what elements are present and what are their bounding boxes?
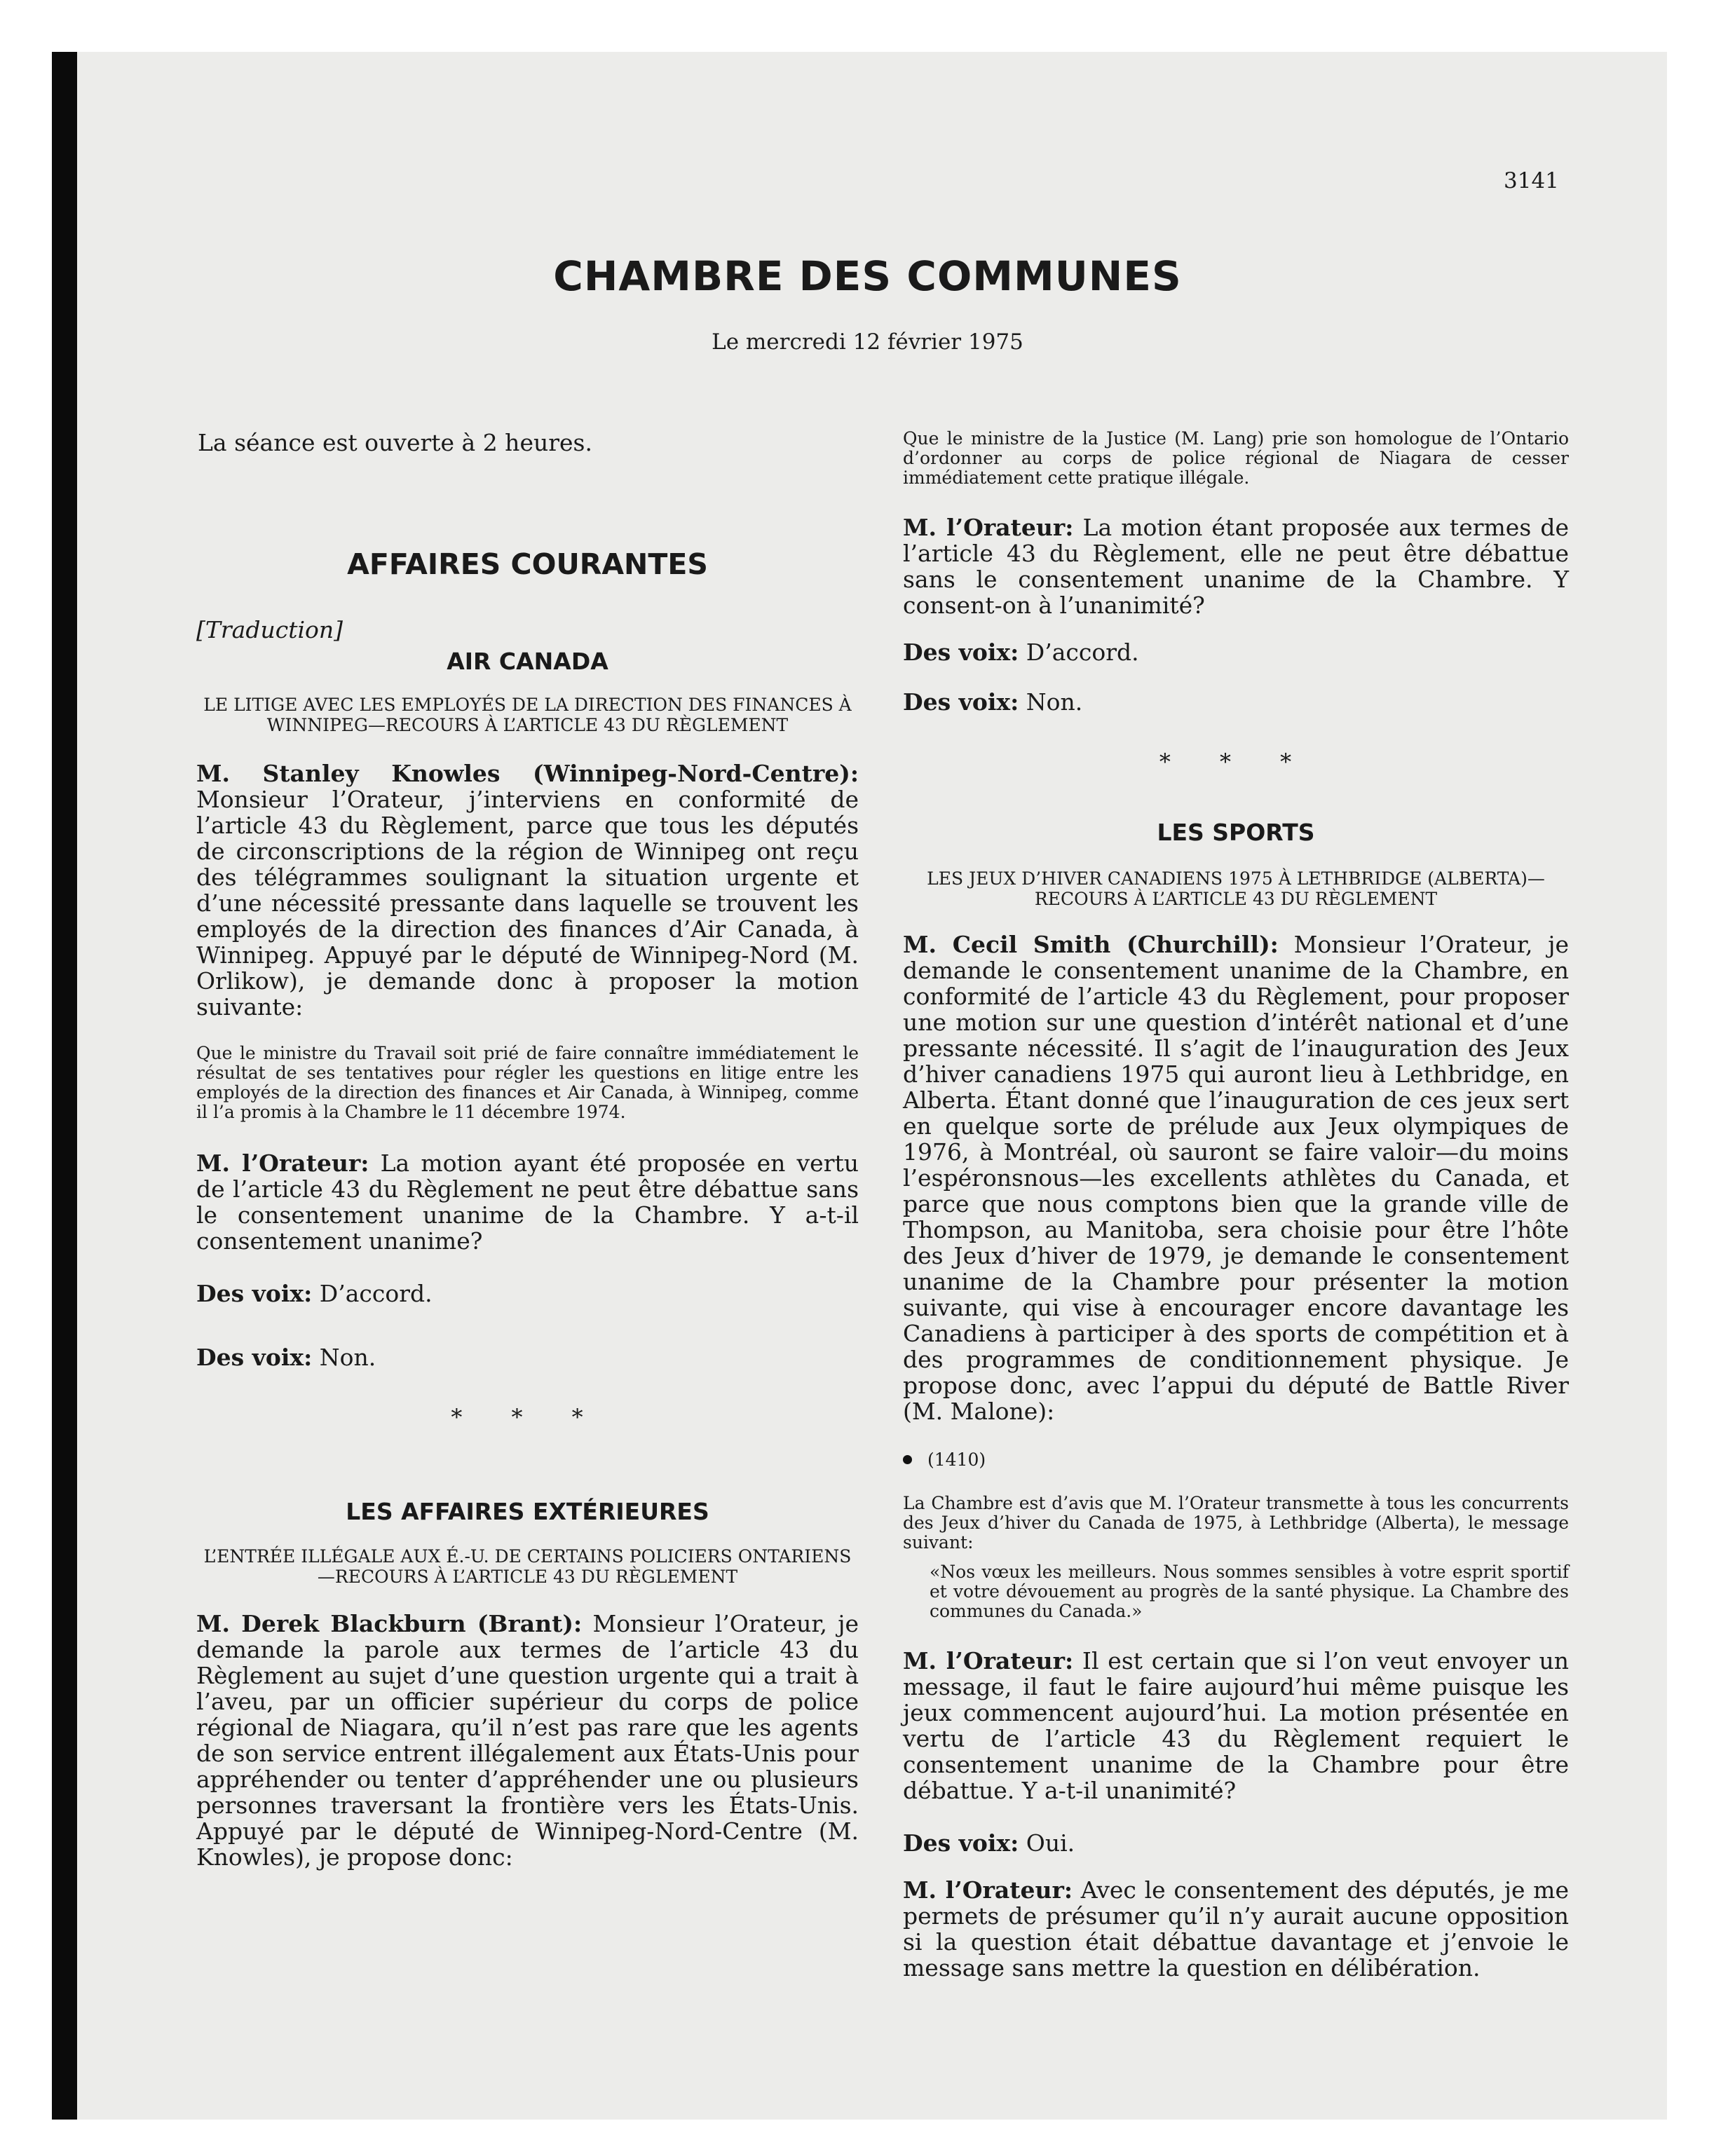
speech-orateur-3 [903, 1648, 1569, 1803]
sitting-date: Le mercredi 12 février 1975 [712, 329, 1023, 355]
right-column [903, 429, 1569, 1981]
speaker-name: M. l’Orateur: [903, 1647, 1074, 1674]
speaker-name: Des voix: [196, 1344, 313, 1371]
section-separator: * * * [1159, 749, 1313, 775]
topic-subheading-sports: LES JEUX D’HIVER CANADIENS 1975 À LETHBRIDGE (ALBERTA)—RECOURS À L’ARTICLE 43 DU RÈGLEMENT [927, 868, 1545, 909]
voices-reply-1 [196, 1281, 859, 1306]
speaker-name: M. Stanley Knowles (Winnipeg-Nord-Centre): [196, 760, 859, 787]
speaker-name: Des voix: [196, 1280, 313, 1307]
speaker-name: M. l’Orateur: [196, 1149, 369, 1177]
speaker-name: M. l’Orateur: [903, 514, 1074, 541]
page-title: CHAMBRE DES COMMUNES [553, 252, 1182, 300]
speech-smith [903, 932, 1569, 1424]
speech-blackburn [196, 1611, 859, 1870]
topic-subheading-air-canada: LE LITIGE AVEC LES EMPLOYÉS DE LA DIRECTION DES FINANCES À WINNIPEG—RECOURS À L’ARTICLE 43 DU RÈGLEMENT [203, 695, 852, 735]
motion-text-sports: La Chambre est d’avis que M. l’Orateur transmette à tous les concurrents des Jeux d’hiver du Canada de 1975, à Lethbridge (Alberta), le message suivant: [903, 1493, 1569, 1553]
speech-text: Monsieur l’Orateur, j’interviens en conformité de l’article 43 du Règlement, parce que tous les députés de circonscriptions de la région de Winnipeg ont reçu des télégrammes soulignant la situation urgente et d’une nécessité pressante dans laquelle se trouvent les employés de la direction des finances d’Air Canada, à Winnipeg. Appuyé par le député de Winnipeg-Nord (M. Orlikow), je demande donc à proposer la motion suivante: [196, 786, 859, 1021]
voices-reply-4 [903, 689, 1569, 715]
speaker-name: Des voix: [903, 639, 1019, 666]
speech-orateur-2 [903, 514, 1569, 618]
reply-text: Non. [1026, 688, 1083, 716]
translation-note: [Traduction] [196, 616, 343, 643]
speech-text: Il est certain que si l’on veut envoyer un message, il faut le faire aujourd’hui même puisque les jeux commencent aujourd’hui. La motion présentée en vertu de l’article 43 du Règlement requiert le consentement unanime de la Chambre pour être débattue. Y a-t-il unanimité? [903, 1647, 1569, 1804]
voices-reply-3 [903, 639, 1569, 665]
sitting-opening: La séance est ouverte à 2 heures. [198, 429, 592, 456]
speaker-name: M. Cecil Smith (Churchill): [903, 931, 1279, 958]
speech-text: La motion étant proposée aux termes de l’article 43 du Règlement, elle ne peut être débattue sans le consentement unanime de la Chambre. Y consent-on à l’unanimité? [903, 514, 1569, 619]
speaker-name: M. Derek Blackburn (Brant): [196, 1610, 583, 1637]
speaker-name: Des voix: [903, 1829, 1019, 1857]
page-binding-edge [52, 52, 77, 2120]
topic-heading-air-canada: AIR CANADA [447, 648, 608, 675]
speaker-name: M. l’Orateur: [903, 1876, 1073, 1904]
motion-text-air-canada: Que le ministre du Travail soit prié de faire connaître immédiatement le résultat de ses tentatives pour régler les questions en litige entre les employés de la direction des finances et Air Canada, à Winnipeg, comme il l’a promis à la Chambre le 11 décembre 1974. [196, 1043, 859, 1122]
speaker-name: Des voix: [903, 688, 1019, 716]
message-quote: «Nos vœux les meilleurs. Nous sommes sensibles à votre esprit sportif et votre dévouement au progrès de la santé physique. La Chambre des communes du Canada.» [930, 1562, 1569, 1621]
reply-text: D’accord. [1026, 639, 1139, 666]
topic-subheading-affaires-exterieures: L’ENTRÉE ILLÉGALE AUX É.-U. DE CERTAINS POLICIERS ONTARIENS—RECOURS À L’ARTICLE 43 DU RÈGLEMENT [203, 1546, 852, 1587]
section-heading-affaires-courantes: AFFAIRES COURANTES [347, 547, 708, 581]
speech-orateur-1 [196, 1150, 859, 1254]
reply-text: Non. [319, 1344, 376, 1371]
reply-text: D’accord. [319, 1280, 433, 1307]
bullet-icon [903, 1455, 912, 1464]
speech-text: La motion ayant été proposée en vertu de l’article 43 du Règlement ne peut être débattue sans le consentement unanime de la Chambre. Y a-t-il consentement unanime? [196, 1149, 859, 1255]
time-marker-text: (1410) [927, 1449, 986, 1470]
section-separator: * * * [451, 1404, 604, 1431]
reply-text: Oui. [1026, 1829, 1075, 1857]
speech-knowles [196, 760, 859, 1020]
voices-reply-5 [903, 1830, 1569, 1856]
speech-text: Monsieur l’Orateur, je demande la parole aux termes de l’article 43 du Règlement au sujet d’une question urgente qui a trait à l’aveu, par un officier supérieur du corps de police régional de Niagara, qu’il n’est pas rare que les agents de son service entrent illégalement aux États-Unis pour appréhender ou tenter d’appréhender une ou plusieurs personnes traversant la frontière vers les États-Unis. Appuyé par le député de Winnipeg-Nord-Centre (M. Knowles), je propose donc: [196, 1610, 859, 1871]
time-marker [903, 1449, 1569, 1470]
voices-reply-2 [196, 1344, 859, 1370]
speech-orateur-4 [903, 1877, 1569, 1981]
speech-text: Monsieur l’Orateur, je demande le consentement unanime de la Chambre, en conformité de l’article 43 du Règlement, pour proposer une motion sur une question d’intérêt national et d’une pressante nécessité. Il s’agit de l’inauguration des Jeux d’hiver canadiens 1975 qui auront lieu à Lethbridge, en Alberta. Étant donné que l’inauguration de ces jeux sert en quelque sorte de prélude aux Jeux olympiques de 1976, à Montréal, où sauront se faire valoir—du moins l’espéronsnous—les excellents athlètes du Canada, et parce que nous comptons bien que la grande ville de Thompson, au Manitoba, sera choisie pour être l’hôte des Jeux d’hiver de 1979, je demande le consentement unanime de la Chambre pour présenter la motion suivante, qui vise à encourager encore davantage les Canadiens à participer à des sports de compétition et à des programmes de conditionnement physique. Je propose donc, avec l’appui du député de Battle River (M. Malone): [903, 931, 1570, 1425]
speech-text: Avec le consentement des députés, je me permets de présumer qu’il n’y aurait aucune opposition si la question était débattue davantage et j’envoie le message sans mettre la question en délibération. [903, 1876, 1569, 1981]
page-number: 3141 [1504, 168, 1559, 193]
motion-text-police: Que le ministre de la Justice (M. Lang) prie son homologue de l’Ontario d’ordonner au corps de police régional de Niagara de cesser immédiatement cette pratique illégale. [903, 428, 1569, 488]
topic-heading-affaires-exterieures: LES AFFAIRES EXTÉRIEURES [346, 1498, 709, 1525]
topic-heading-sports: LES SPORTS [1157, 819, 1315, 846]
left-column [196, 429, 859, 1870]
